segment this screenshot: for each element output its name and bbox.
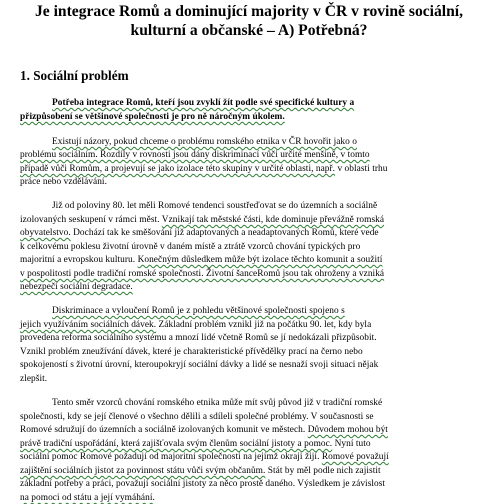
- text-run: Diskriminace a vyloučení Romů je z pohledu většinové společnosti spojeno s: [52, 306, 345, 316]
- text-run: Vznikají tak městské části, kde dominuje převážně romská: [161, 215, 385, 225]
- text-run: práce nebo vzdělávání.: [20, 177, 107, 187]
- text-line: [20, 112, 476, 123]
- text-run: spokojeností s životní úrovní, kteroupokryjí sociální dávky a lidé se nesnaží svoji situaci nějak: [20, 360, 379, 370]
- text-line: [20, 282, 476, 293]
- text-run: Důvodem mohou být: [307, 425, 388, 435]
- text-run: problému sociálním. Rozdíly v rovnosti jsou dány diskriminací vůči určité menšině, v tomto: [20, 150, 370, 160]
- text-line: [52, 137, 476, 148]
- text-run: Romové považují: [321, 452, 389, 462]
- text-run: majoritní a evropskou kulturu.: [20, 255, 138, 265]
- text-run: Dochází tak ke směšování již adaptovaných a neadaptovaných Romů, které vede: [70, 228, 379, 238]
- text-line: [52, 398, 476, 409]
- text-run: zlepšit.: [20, 374, 48, 384]
- text-run: nebezpečí sociální degradace.: [20, 282, 133, 292]
- text-line: [20, 439, 476, 450]
- text-line: [52, 98, 476, 109]
- text-line: [20, 425, 476, 436]
- text-line: [20, 360, 476, 371]
- text-line: [52, 306, 476, 317]
- text-line: [20, 493, 476, 504]
- text-line: [20, 269, 476, 280]
- text-run: případě vůči Romům, a projevují se jako izolace této skupiny v určité oblasti, např.: [20, 164, 336, 174]
- text-run: zajištění sociálních jistot za povinnost státu vůči svým občanům.: [20, 466, 266, 476]
- text-line: [20, 255, 476, 266]
- text-line: [20, 347, 476, 358]
- text-line: [20, 164, 476, 175]
- text-line: [20, 452, 476, 463]
- text-run: obyvatelstvo.: [20, 228, 71, 238]
- text-line: [20, 333, 476, 344]
- text-line: [20, 320, 476, 331]
- text-line: [20, 412, 476, 423]
- text-run: Romové sdružují do územních a sociálně izolovaných komunit ve městech.: [20, 425, 308, 435]
- text-line: [52, 201, 476, 212]
- text-run: Potřeba integrace Romů, kteří jsou zvyklí žít podle své specifické kultury a: [52, 98, 355, 108]
- text-run: právě tradiční uspořádání, která zajišťovala svým členům sociální jistoty a pomoc.: [20, 439, 333, 449]
- text-run: Tento směr vzorců chování romského etnika může mít svůj původ již v tradiční romské: [52, 398, 383, 408]
- text-run: na pomoci od státu a její vymáhání.: [20, 493, 155, 503]
- text-line: [20, 215, 476, 226]
- text-line: [20, 177, 476, 188]
- text-run: sociální pomoc Romové požadují od majoritní společnosti na jejímž okraji žijí.: [20, 452, 322, 462]
- text-run: jejich využíváním sociálních dávek.: [20, 320, 157, 330]
- text-line: [20, 466, 476, 477]
- text-run: Existují názory, pokud chceme o problému romského etnika v ČR hovořit jako o: [52, 137, 357, 147]
- text-line: [20, 374, 476, 385]
- text-run: společnosti, kdy se její členové o všechno dělili a sdíleli společné problémy. V současnosti se: [20, 412, 374, 422]
- text-run: Základní problém vznikl již na počátku 90. let, kdy byla: [156, 320, 372, 330]
- text-run: Již od poloviny 80. let měli Romové tendenci soustřeďovat se do územních a sociálně: [52, 201, 378, 211]
- text-run: Stát by měl podle nich zajistit: [265, 466, 381, 476]
- text-line: [20, 242, 476, 253]
- text-run: Vznikl problém zneužívání dávek, které je charakteristické přívědělky prací na černo nebo: [20, 347, 363, 357]
- text-run: izolovaných seskupení v rámci měst.: [20, 215, 162, 225]
- text-run: Nyní tuto: [332, 439, 371, 449]
- document-title: [20, 2, 478, 40]
- section-heading: 1. Sociální problém: [20, 68, 129, 83]
- text-run: základní potřeby a práci, považují sociální jistoty za něco prostě daného. Výsledkem je závislost: [20, 479, 386, 489]
- text-run: Konečným důsledkem může být izolace těchto komunit a soužití: [137, 255, 383, 265]
- text-line: [20, 479, 476, 490]
- text-run: v oblasti trhu: [335, 164, 388, 174]
- text-run: v pospolitosti podle tradiční romské společnosti. Životní šanceRomů jsou tak ohroženy a vzniká: [20, 269, 385, 279]
- text-line: [20, 150, 476, 161]
- text-run: k celkovému poklesu životní úrovně v daném místě a ztrátě vzorců chování typických pro: [20, 242, 361, 252]
- text-run: přizpůsobení se většinové společnosti je pro ně náročným úkolem.: [20, 112, 285, 122]
- text-run: provedena reforma sociálního systému a mnozí lidé včetně Romů se jí nedokázali přizpůsobit.: [20, 333, 377, 343]
- title-line-1: Je integrace Romů a dominující majority v ČR v rovině sociální,: [34, 3, 464, 20]
- text-line: [20, 228, 476, 239]
- title-line-2: kulturní a občanské – A) Potřebná?: [130, 22, 368, 39]
